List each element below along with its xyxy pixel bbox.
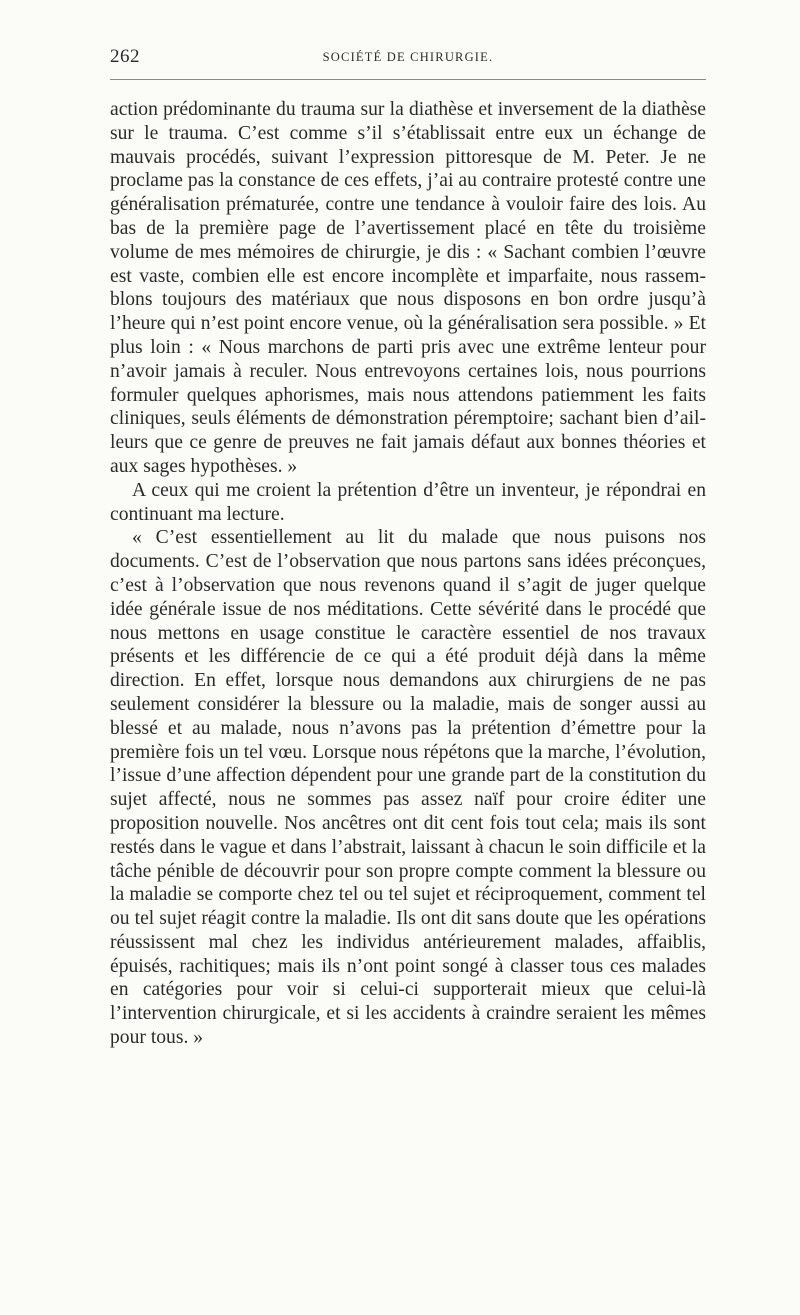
page-number: 262 xyxy=(110,46,140,67)
paragraph-3: « C’est essentiellement au lit du malade que nous puisons nos documents. C’est de l’observation que nous partons sans idées préconçues, c’est à l’observation que nous revenons quand il s’agit de juger quelque idée générale issue de nos méditations. Cette sévérité dans le procédé que nous mettons en usage constitue le caractère essentiel de nos travaux présents et les différencie de ce qui a été produit déjà dans la même direction. En effet, lorsque nous demandons aux chirurgiens de ne pas seulement considérer la blessure ou la maladie, mais de songer aussi au blessé et au malade, nous n’avons pas la prétention d’émettre pour la première fois un tel vœu. Lorsque nous répétons que la marche, l’évolution, l’issue d’une affection dépendent pour une grande part de la constitution du sujet affecté, nous ne sommes pas assez naïf pour croire éditer une proposition nouvelle. Nos ancêtres ont dit cent fois tout cela; mais ils sont restés dans le vague et dans l’abstrait, laissant à chacun le soin difficile et la tâche pénible de découvrir pour son propre compte comment la blessure ou la maladie se comporte chez tel ou tel sujet et réciproquement, comment tel ou tel sujet réagit contre la maladie. Ils ont dit sans doute que les opérations réussissent mal chez les individus antérieurement malades, affaiblis, épuisés, rachitiques; mais ils n’ont point songé à classer tous ces malades en catégories pour voir si celui-ci supporterait mieux que celui-là l’intervention chirurgicale, et si les accidents à craindre seraient les mêmes pour tous. » xyxy=(110,527,706,1049)
paragraph-1: action prédominante du trauma sur la diathèse et inversement de la diathèse sur le trauma. C’est comme s’il s’établissait entre eux un échange de mauvais procédés, suivant l’expression pittoresque de M. Peter. Je ne proclame pas la constance de ces effets, j’ai au contraire protesté contre une généralisation prématurée, contre une tendance à vouloir faire des lois. Au bas de la première page de l’avertissement placé en tête du troisième volume de mes mémoires de chirurgie, je dis : « Sachant combien l’œuvre est vaste, combien elle est encore incomplète et imparfaite, nous rassemblons toujours des matériaux que nous disposons en bon ordre jusqu’à l’heure qui n’est point encore venue, où la généralisation sera possible. » Et plus loin : « Nous marchons de parti pris avec une extrême lenteur pour n’avoir jamais à reculer. Nous entrevoyons certaines lois, nous pourrions formuler quelques aphorismes, mais nous attendons patiemment les faits cliniques, seuls éléments de démonstration péremptoire; sachant bien d’ailleurs que ce genre de preuves ne fait jamais défaut aux bonnes théories et aux sages hypothèses. » xyxy=(110,99,706,477)
running-head: SOCIÉTÉ DE CHIRURGIE. xyxy=(322,50,494,64)
page-header xyxy=(110,44,706,74)
header-rule xyxy=(110,79,706,80)
body-text xyxy=(110,98,706,1050)
paragraph-2: A ceux qui me croient la prétention d’être un inventeur, je répondrai en continuant ma lecture. xyxy=(110,479,706,525)
